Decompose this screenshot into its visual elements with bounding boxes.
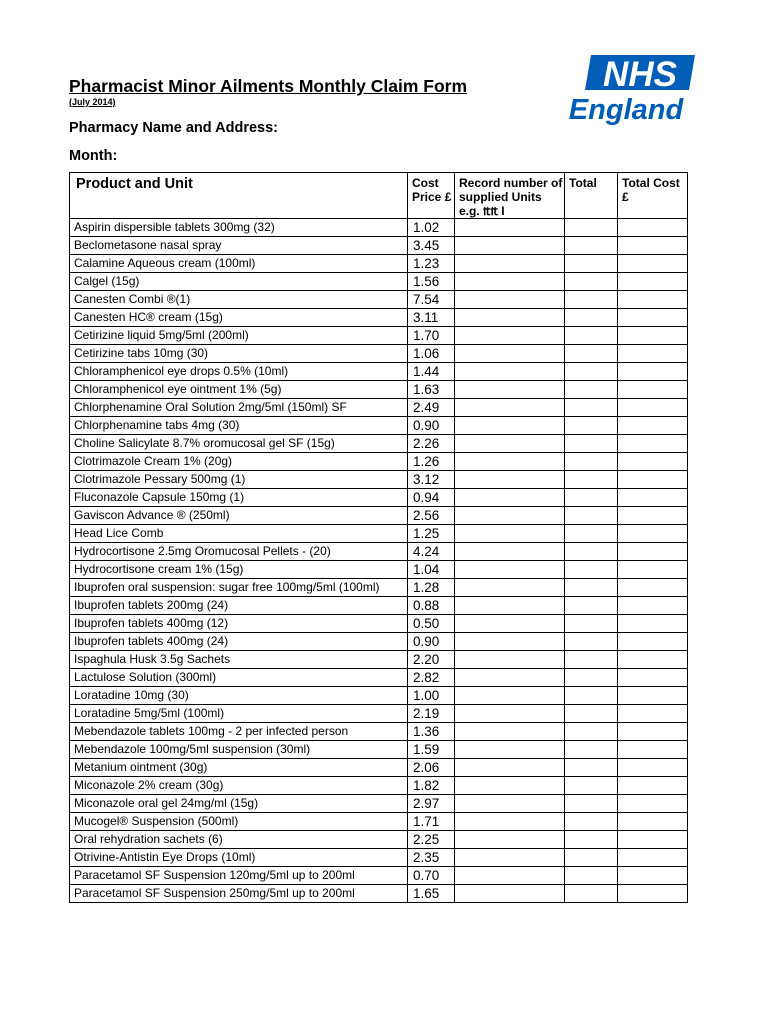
product-cell: Hydrocortisone 2.5mg Oromucosal Pellets - (20) bbox=[70, 543, 408, 561]
table-row bbox=[70, 417, 688, 435]
product-cell: Paracetamol SF Suspension 120mg/5ml up to 200ml bbox=[70, 867, 408, 885]
product-cell: Mucogel® Suspension (500ml) bbox=[70, 813, 408, 831]
record-cell[interactable] bbox=[455, 363, 565, 381]
table-row bbox=[70, 741, 688, 759]
product-cell: Cetirizine tabs 10mg (30) bbox=[70, 345, 408, 363]
record-cell[interactable] bbox=[455, 741, 565, 759]
table-row bbox=[70, 579, 688, 597]
price-cell: 0.88 bbox=[408, 597, 455, 615]
product-cell: Ibuprofen tablets 400mg (24) bbox=[70, 633, 408, 651]
total-cell[interactable] bbox=[565, 489, 618, 507]
record-cell[interactable] bbox=[455, 669, 565, 687]
product-cell: Lactulose Solution (300ml) bbox=[70, 669, 408, 687]
product-cell: Chlorphenamine Oral Solution 2mg/5ml (150ml) SF bbox=[70, 399, 408, 417]
total-cost-cell[interactable] bbox=[618, 399, 688, 417]
price-cell: 2.06 bbox=[408, 759, 455, 777]
product-cell: Gaviscon Advance ® (250ml) bbox=[70, 507, 408, 525]
table-row bbox=[70, 237, 688, 255]
total-cost-cell[interactable] bbox=[618, 363, 688, 381]
table-row bbox=[70, 777, 688, 795]
record-cell[interactable] bbox=[455, 309, 565, 327]
record-cell[interactable] bbox=[455, 885, 565, 903]
record-cell[interactable] bbox=[455, 759, 565, 777]
price-cell: 2.97 bbox=[408, 795, 455, 813]
total-cost-cell[interactable] bbox=[618, 489, 688, 507]
product-cell: Oral rehydration sachets (6) bbox=[70, 831, 408, 849]
total-cost-cell[interactable] bbox=[618, 309, 688, 327]
product-cell: Miconazole 2% cream (30g) bbox=[70, 777, 408, 795]
table-row bbox=[70, 525, 688, 543]
record-cell[interactable] bbox=[455, 237, 565, 255]
product-cell: Calgel (15g) bbox=[70, 273, 408, 291]
table-row bbox=[70, 597, 688, 615]
record-cell[interactable] bbox=[455, 381, 565, 399]
table-row bbox=[70, 489, 688, 507]
price-cell: 1.71 bbox=[408, 813, 455, 831]
total-cell[interactable] bbox=[565, 453, 618, 471]
product-cell: Beclometasone nasal spray bbox=[70, 237, 408, 255]
price-cell: 0.90 bbox=[408, 633, 455, 651]
table-row bbox=[70, 561, 688, 579]
record-cell[interactable] bbox=[455, 687, 565, 705]
total-cell[interactable] bbox=[565, 579, 618, 597]
price-cell: 3.12 bbox=[408, 471, 455, 489]
total-cell[interactable] bbox=[565, 885, 618, 903]
record-cell[interactable] bbox=[455, 723, 565, 741]
price-cell: 3.45 bbox=[408, 237, 455, 255]
product-cell: Metanium ointment (30g) bbox=[70, 759, 408, 777]
total-cell[interactable] bbox=[565, 255, 618, 273]
table-row bbox=[70, 543, 688, 561]
product-cell: Ibuprofen tablets 200mg (24) bbox=[70, 597, 408, 615]
table-row bbox=[70, 759, 688, 777]
product-cell: Ibuprofen oral suspension: sugar free 100mg/5ml (100ml) bbox=[70, 579, 408, 597]
total-cost-cell[interactable] bbox=[618, 417, 688, 435]
total-cost-cell[interactable] bbox=[618, 597, 688, 615]
record-cell[interactable] bbox=[455, 813, 565, 831]
table-row bbox=[70, 507, 688, 525]
table-row bbox=[70, 471, 688, 489]
price-cell: 1.63 bbox=[408, 381, 455, 399]
product-cell: Mebendazole tablets 100mg - 2 per infected person bbox=[70, 723, 408, 741]
total-cell[interactable] bbox=[565, 525, 618, 543]
product-cell: Loratadine 5mg/5ml (100ml) bbox=[70, 705, 408, 723]
total-cost-cell[interactable] bbox=[618, 327, 688, 345]
product-cell: Chloramphenicol eye drops 0.5% (10ml) bbox=[70, 363, 408, 381]
table-row bbox=[70, 687, 688, 705]
record-cell[interactable] bbox=[455, 507, 565, 525]
form-date: (July 2014) bbox=[69, 97, 116, 107]
total-cost-cell[interactable] bbox=[618, 705, 688, 723]
total-cost-cell[interactable] bbox=[618, 885, 688, 903]
record-cell[interactable] bbox=[455, 327, 565, 345]
product-cell: Chlorphenamine tabs 4mg (30) bbox=[70, 417, 408, 435]
price-cell: 2.25 bbox=[408, 831, 455, 849]
total-cell[interactable] bbox=[565, 543, 618, 561]
total-cell[interactable] bbox=[565, 381, 618, 399]
product-cell: Miconazole oral gel 24mg/ml (15g) bbox=[70, 795, 408, 813]
total-cost-cell[interactable] bbox=[618, 777, 688, 795]
price-cell: 1.06 bbox=[408, 345, 455, 363]
total-cell[interactable] bbox=[565, 831, 618, 849]
total-cell[interactable] bbox=[565, 687, 618, 705]
record-cell[interactable] bbox=[455, 489, 565, 507]
price-cell: 2.56 bbox=[408, 507, 455, 525]
product-cell: Aspirin dispersible tablets 300mg (32) bbox=[70, 219, 408, 237]
table-row bbox=[70, 813, 688, 831]
total-cost-cell[interactable] bbox=[618, 795, 688, 813]
total-cost-cell[interactable] bbox=[618, 759, 688, 777]
price-cell: 2.82 bbox=[408, 669, 455, 687]
total-cell[interactable] bbox=[565, 849, 618, 867]
product-cell: Mebendazole 100mg/5ml suspension (30ml) bbox=[70, 741, 408, 759]
table-row bbox=[70, 867, 688, 885]
price-cell: 1.36 bbox=[408, 723, 455, 741]
table-row bbox=[70, 705, 688, 723]
price-cell: 1.59 bbox=[408, 741, 455, 759]
table-row bbox=[70, 723, 688, 741]
product-cell: Chloramphenicol eye ointment 1% (5g) bbox=[70, 381, 408, 399]
total-cell[interactable] bbox=[565, 723, 618, 741]
table-row bbox=[70, 795, 688, 813]
price-cell: 0.50 bbox=[408, 615, 455, 633]
price-cell: 1.70 bbox=[408, 327, 455, 345]
total-cost-cell[interactable] bbox=[618, 291, 688, 309]
total-cost-cell[interactable] bbox=[618, 381, 688, 399]
total-cell[interactable] bbox=[565, 777, 618, 795]
total-cell[interactable] bbox=[565, 669, 618, 687]
product-cell: Cetirizine liquid 5mg/5ml (200ml) bbox=[70, 327, 408, 345]
table-row bbox=[70, 381, 688, 399]
price-cell: 1.23 bbox=[408, 255, 455, 273]
header-price: Cost Price £ bbox=[408, 173, 455, 219]
total-cost-cell[interactable] bbox=[618, 849, 688, 867]
total-cell[interactable] bbox=[565, 507, 618, 525]
table-row bbox=[70, 363, 688, 381]
total-cell[interactable] bbox=[565, 795, 618, 813]
table-row bbox=[70, 309, 688, 327]
total-cost-cell[interactable] bbox=[618, 453, 688, 471]
record-cell[interactable] bbox=[455, 615, 565, 633]
total-cell[interactable] bbox=[565, 219, 618, 237]
table-row bbox=[70, 435, 688, 453]
total-cost-cell[interactable] bbox=[618, 345, 688, 363]
total-cell[interactable] bbox=[565, 291, 618, 309]
header-record: Record number of supplied Units e.g. ₶₶ I bbox=[455, 173, 565, 219]
total-cell[interactable] bbox=[565, 417, 618, 435]
table-row bbox=[70, 849, 688, 867]
record-cell[interactable] bbox=[455, 633, 565, 651]
record-cell[interactable] bbox=[455, 219, 565, 237]
price-cell: 1.28 bbox=[408, 579, 455, 597]
price-cell: 0.70 bbox=[408, 867, 455, 885]
price-cell: 7.54 bbox=[408, 291, 455, 309]
table-row bbox=[70, 615, 688, 633]
product-cell: Otrivine-Antistin Eye Drops (10ml) bbox=[70, 849, 408, 867]
pharmacy-name-label: Pharmacy Name and Address: bbox=[69, 120, 278, 136]
total-cost-cell[interactable] bbox=[618, 651, 688, 669]
record-cell[interactable] bbox=[455, 849, 565, 867]
total-cell[interactable] bbox=[565, 309, 618, 327]
total-cost-cell[interactable] bbox=[618, 669, 688, 687]
table-row bbox=[70, 831, 688, 849]
total-cell[interactable] bbox=[565, 471, 618, 489]
record-cell[interactable] bbox=[455, 795, 565, 813]
record-cell[interactable] bbox=[455, 705, 565, 723]
table-row bbox=[70, 255, 688, 273]
product-cell: Hydrocortisone cream 1% (15g) bbox=[70, 561, 408, 579]
product-cell: Loratadine 10mg (30) bbox=[70, 687, 408, 705]
total-cell[interactable] bbox=[565, 813, 618, 831]
table-row bbox=[70, 273, 688, 291]
total-cost-cell[interactable] bbox=[618, 687, 688, 705]
total-cell[interactable] bbox=[565, 399, 618, 417]
product-cell: Canesten Combi ®(1) bbox=[70, 291, 408, 309]
total-cell[interactable] bbox=[565, 867, 618, 885]
price-cell: 1.56 bbox=[408, 273, 455, 291]
record-cell[interactable] bbox=[455, 273, 565, 291]
price-cell: 1.04 bbox=[408, 561, 455, 579]
total-cost-cell[interactable] bbox=[618, 831, 688, 849]
product-cell: Ibuprofen tablets 400mg (12) bbox=[70, 615, 408, 633]
product-cell: Clotrimazole Pessary 500mg (1) bbox=[70, 471, 408, 489]
total-cost-cell[interactable] bbox=[618, 615, 688, 633]
table-row bbox=[70, 291, 688, 309]
total-cost-cell[interactable] bbox=[618, 579, 688, 597]
record-cell[interactable] bbox=[455, 399, 565, 417]
table-row bbox=[70, 651, 688, 669]
total-cell[interactable] bbox=[565, 759, 618, 777]
total-cost-cell[interactable] bbox=[618, 723, 688, 741]
price-cell: 3.11 bbox=[408, 309, 455, 327]
total-cost-cell[interactable] bbox=[618, 561, 688, 579]
product-cell: Paracetamol SF Suspension 250mg/5ml up to 200ml bbox=[70, 885, 408, 903]
price-cell: 1.00 bbox=[408, 687, 455, 705]
logo-england-text: England bbox=[568, 94, 684, 125]
record-cell[interactable] bbox=[455, 777, 565, 795]
total-cell[interactable] bbox=[565, 741, 618, 759]
product-cell: Calamine Aqueous cream (100ml) bbox=[70, 255, 408, 273]
record-cell[interactable] bbox=[455, 525, 565, 543]
record-cell[interactable] bbox=[455, 435, 565, 453]
price-cell: 1.25 bbox=[408, 525, 455, 543]
total-cell[interactable] bbox=[565, 273, 618, 291]
record-cell[interactable] bbox=[455, 651, 565, 669]
price-cell: 1.65 bbox=[408, 885, 455, 903]
claim-table bbox=[69, 172, 688, 903]
price-cell: 2.35 bbox=[408, 849, 455, 867]
total-cost-cell[interactable] bbox=[618, 273, 688, 291]
record-cell[interactable] bbox=[455, 453, 565, 471]
record-cell[interactable] bbox=[455, 579, 565, 597]
total-cell[interactable] bbox=[565, 435, 618, 453]
record-cell[interactable] bbox=[455, 867, 565, 885]
table-row bbox=[70, 885, 688, 903]
price-cell: 2.26 bbox=[408, 435, 455, 453]
total-cost-cell[interactable] bbox=[618, 741, 688, 759]
price-cell: 1.26 bbox=[408, 453, 455, 471]
price-cell: 2.19 bbox=[408, 705, 455, 723]
product-cell: Head Lice Comb bbox=[70, 525, 408, 543]
table-row bbox=[70, 633, 688, 651]
record-cell[interactable] bbox=[455, 561, 565, 579]
record-cell[interactable] bbox=[455, 345, 565, 363]
total-cost-cell[interactable] bbox=[618, 867, 688, 885]
price-cell: 0.90 bbox=[408, 417, 455, 435]
record-cell[interactable] bbox=[455, 597, 565, 615]
record-cell[interactable] bbox=[455, 417, 565, 435]
total-cost-cell[interactable] bbox=[618, 633, 688, 651]
total-cost-cell[interactable] bbox=[618, 471, 688, 489]
header-total-cost: Total Cost £ bbox=[618, 173, 688, 219]
header-total: Total bbox=[565, 173, 618, 219]
price-cell: 4.24 bbox=[408, 543, 455, 561]
total-cell[interactable] bbox=[565, 345, 618, 363]
record-cell[interactable] bbox=[455, 255, 565, 273]
table-row bbox=[70, 219, 688, 237]
product-cell: Choline Salicylate 8.7% oromucosal gel SF (15g) bbox=[70, 435, 408, 453]
total-cell[interactable] bbox=[565, 363, 618, 381]
total-cost-cell[interactable] bbox=[618, 813, 688, 831]
price-cell: 1.02 bbox=[408, 219, 455, 237]
total-cell[interactable] bbox=[565, 633, 618, 651]
price-cell: 1.82 bbox=[408, 777, 455, 795]
total-cost-cell[interactable] bbox=[618, 525, 688, 543]
form-title: Pharmacist Minor Ailments Monthly Claim Form bbox=[69, 76, 468, 96]
price-cell: 2.49 bbox=[408, 399, 455, 417]
logo-nhs-text: NHS bbox=[603, 55, 677, 94]
record-cell[interactable] bbox=[455, 831, 565, 849]
price-cell: 0.94 bbox=[408, 489, 455, 507]
product-cell: Clotrimazole Cream 1% (20g) bbox=[70, 453, 408, 471]
total-cost-cell[interactable] bbox=[618, 219, 688, 237]
total-cost-cell[interactable] bbox=[618, 543, 688, 561]
nhs-england-logo bbox=[555, 53, 697, 125]
product-cell: Ispaghula Husk 3.5g Sachets bbox=[70, 651, 408, 669]
total-cell[interactable] bbox=[565, 237, 618, 255]
table-row bbox=[70, 399, 688, 417]
total-cell[interactable] bbox=[565, 597, 618, 615]
table-row bbox=[70, 345, 688, 363]
header-product: Product and Unit bbox=[70, 173, 408, 219]
record-cell[interactable] bbox=[455, 543, 565, 561]
price-cell: 1.44 bbox=[408, 363, 455, 381]
price-cell: 2.20 bbox=[408, 651, 455, 669]
product-cell: Canesten HC® cream (15g) bbox=[70, 309, 408, 327]
table-row bbox=[70, 327, 688, 345]
total-cost-cell[interactable] bbox=[618, 435, 688, 453]
total-cell[interactable] bbox=[565, 651, 618, 669]
total-cell[interactable] bbox=[565, 561, 618, 579]
total-cost-cell[interactable] bbox=[618, 255, 688, 273]
record-cell[interactable] bbox=[455, 471, 565, 489]
total-cost-cell[interactable] bbox=[618, 507, 688, 525]
table-row bbox=[70, 453, 688, 471]
total-cell[interactable] bbox=[565, 615, 618, 633]
table-row bbox=[70, 669, 688, 687]
total-cell[interactable] bbox=[565, 705, 618, 723]
total-cell[interactable] bbox=[565, 327, 618, 345]
month-label: Month: bbox=[69, 148, 118, 164]
record-cell[interactable] bbox=[455, 291, 565, 309]
total-cost-cell[interactable] bbox=[618, 237, 688, 255]
product-cell: Fluconazole Capsule 150mg (1) bbox=[70, 489, 408, 507]
